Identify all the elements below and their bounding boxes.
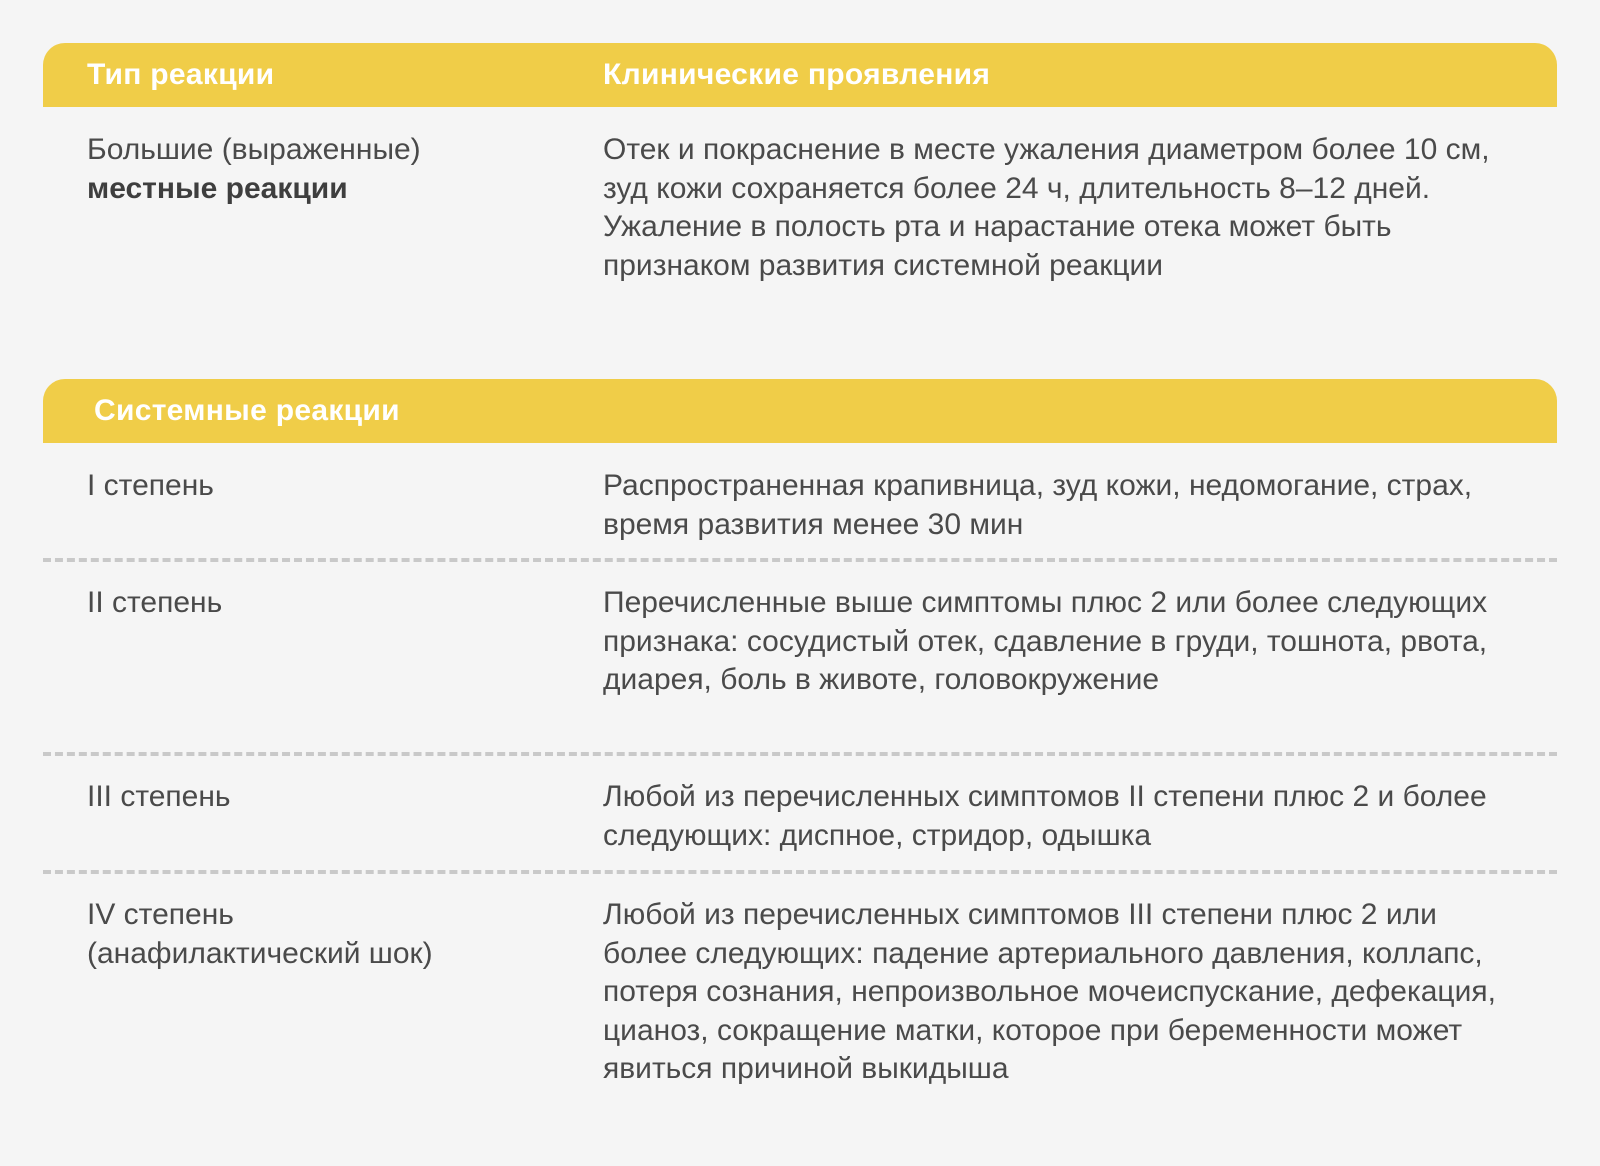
cell-grade-2-description: Перечисленные выше симптомы плюс 2 или более следующих признака: сосудистый отек, сдавление в груди, тошнота, рвота, диарея, боль в животе, головокружение [603,586,1488,697]
grade-2-line1: II степень [87,586,223,619]
cell-local-description: Отек и покраснение в месте ужаления диаметром более 10 см, зуд кожи сохраняется более 24 ч, длительность 8–12 дней. Ужаление в полость рта и нарастание отека может быть признаком развития системной реакции [603,133,1490,282]
cell-grade-4 [43,896,603,1136]
local-type-line2: местные реакции [87,171,348,205]
local-type-line1: Большие (выраженные) [87,133,421,166]
cell-grade-1-description: Распространенная крапивница, зуд кожи, недомогание, страх, время развития менее 30 мин [603,469,1473,541]
cell-local-type [43,131,603,363]
header-col-manifestations: Клинические проявления [603,58,991,91]
section-header-systemic [43,379,1557,443]
table-row-grade-3 [43,756,1557,870]
header-col-type: Тип реакции [87,58,275,91]
table-header [43,43,1557,107]
table-row-local [43,107,1557,363]
table-row-grade-4 [43,874,1557,1136]
cell-grade-4-description: Любой из перечисленных симптомов III степени плюс 2 или более следующих: падение артериального давления, коллапс, потеря сознания, непроизвольное мочеиспускание, дефекация, цианоз, сокращение матки, которое при беременности может явиться причиной выкидыша [603,898,1496,1086]
section-title: Системные реакции [94,394,400,427]
table-row-grade-1 [43,443,1557,558]
grade-3-line1: III степень [87,780,231,813]
grade-1-line1: I степень [87,469,214,502]
grade-4-line1: IV степень [87,898,234,931]
table-row-grade-2 [43,562,1557,752]
cell-grade-3 [43,778,603,870]
grade-4-line2: (анафилактический шок) [87,936,433,970]
reaction-table [43,43,1557,1136]
cell-grade-1 [43,467,603,558]
cell-grade-2 [43,584,603,752]
cell-grade-3-description: Любой из перечисленных симптомов II степени плюс 2 и более следующих: диспное, стридор, одышка [603,780,1487,852]
